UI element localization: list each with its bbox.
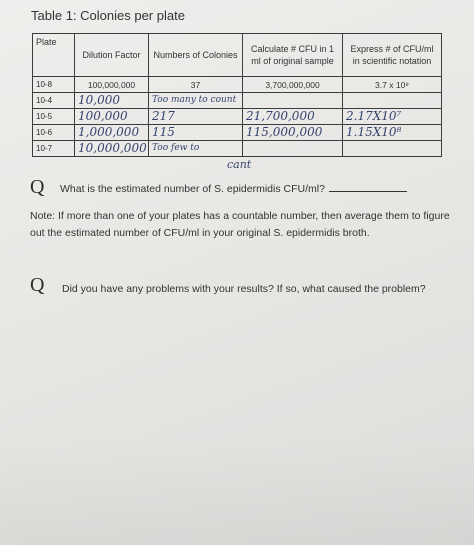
dilution-cell: 10,000 [75, 93, 149, 109]
dilution-cell: 1,000,000 [75, 125, 149, 141]
plate-cell: 10-5 [33, 109, 75, 125]
paper-shadow [0, 440, 474, 545]
question-1-mark: Q [30, 176, 45, 198]
sci-notation-cell: 1.15X10⁸ [343, 125, 442, 141]
colonies-cell: Too few to [149, 141, 243, 157]
colonies-table [32, 33, 442, 157]
question-2-text: Did you have any problems with your results? If so, what caused the problem? [62, 283, 426, 295]
plate-cell: 10-7 [33, 141, 75, 157]
cfu-cell: 21,700,000 [243, 109, 343, 125]
table-row [33, 125, 442, 141]
cfu-cell [243, 93, 343, 109]
averaging-note: Note: If more than one of your plates has a countable number, then average them to figure out the estimated number of CFU/ml in your original S. epidermidis broth. [30, 210, 450, 239]
handwritten-cant-note: cant [227, 158, 252, 171]
plate-cell: 10-4 [33, 93, 75, 109]
header-colonies: Numbers of Colonies [149, 34, 243, 77]
header-express: Express # of CFU/ml in scientific notation [343, 34, 442, 77]
header-calculate: Calculate # CFU in 1 ml of original sample [243, 34, 343, 77]
table-header-row [33, 34, 442, 77]
question-1-text: What is the estimated number of S. epidermidis CFU/ml? [60, 183, 325, 195]
plate-cell: 10-8 [33, 77, 75, 93]
colonies-cell: 115 [149, 125, 243, 141]
table-row [33, 93, 442, 109]
cfu-cell: 115,000,000 [243, 125, 343, 141]
plate-cell: 10-6 [33, 125, 75, 141]
dilution-cell: 100,000 [75, 109, 149, 125]
sci-notation-cell: 3.7 x 10⁹ [343, 77, 442, 93]
table-row [33, 109, 442, 125]
cfu-cell: 3,700,000,000 [243, 77, 343, 93]
table-row [33, 141, 442, 157]
sci-notation-cell [343, 93, 442, 109]
colonies-cell: 217 [149, 109, 243, 125]
cfu-cell [243, 141, 343, 157]
table-title: Table 1: Colonies per plate [31, 8, 185, 23]
colonies-cell: Too many to count [149, 93, 243, 109]
table-row [33, 77, 442, 93]
question-1 [60, 183, 407, 195]
sci-notation-cell: 2.17X10⁷ [343, 109, 442, 125]
header-plate: Plate [33, 34, 75, 77]
dilution-cell: 10,000,000 [75, 141, 149, 157]
colonies-cell: 37 [149, 77, 243, 93]
question-2-mark: Q [30, 274, 45, 296]
answer-blank-line[interactable] [329, 191, 407, 192]
header-dilution: Dilution Factor [75, 34, 149, 77]
sci-notation-cell [343, 141, 442, 157]
dilution-cell: 100,000,000 [75, 77, 149, 93]
